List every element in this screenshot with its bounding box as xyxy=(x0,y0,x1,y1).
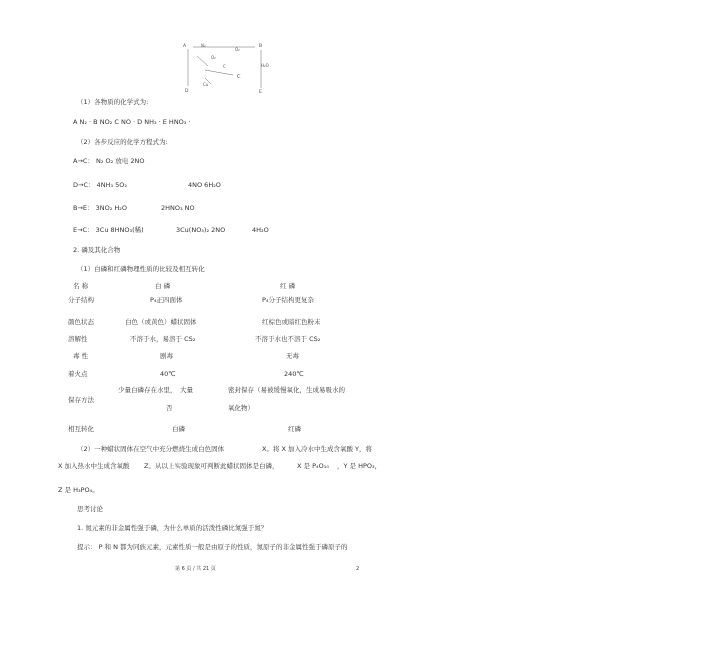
part2-heading: 2. 磷及其化合物 xyxy=(73,246,121,254)
table-cell: 相互转化 xyxy=(68,425,94,433)
diagram-arrow xyxy=(205,70,233,75)
table-cell: 保存方法 xyxy=(68,396,94,404)
think-title: 思考讨论 xyxy=(77,505,103,513)
table-cell: 毒 性 xyxy=(73,352,89,360)
table-cell: 不溶于水也不溶于 CS₂ xyxy=(255,335,321,343)
reaction-diagram xyxy=(175,38,275,98)
eq-e-c-mid: 3Cu(NO₃)₂ 2NO xyxy=(176,226,226,234)
q2-line2a: X 加入热水中生成含氧酸 xyxy=(58,462,130,470)
diagram-node-c: C xyxy=(237,74,241,80)
think-question: 1. 氮元素的非金属性强于磷，为什么单质的活泼性磷比氮强于氮？ xyxy=(77,524,268,532)
table-header-name: 名 称 xyxy=(73,282,89,290)
q2-line1a: （2）一种蜡状固体在空气中充分燃烧生成白色固体 xyxy=(77,445,225,453)
table-cell: P₄分子结构更复杂 xyxy=(262,296,315,304)
page-footer-number: 2 xyxy=(356,566,360,572)
table-header-red: 红 磷 xyxy=(280,282,296,290)
eq-d-c-right: 4NO 6H₂O xyxy=(188,181,221,189)
eq-b-e-left: B→E： 3NO₂ H₂O xyxy=(73,204,127,212)
diagram-node-b: B xyxy=(259,44,263,49)
q2-line2d: ，Y 是 HPO₃， xyxy=(337,462,382,470)
table-cell: 剧毒 xyxy=(160,352,173,360)
table-cell: 少量白磷存在水里， xyxy=(118,386,177,394)
table-cell: 红磷 xyxy=(288,425,301,433)
q2-line1c: Y，将 xyxy=(355,445,372,453)
table-cell: 不溶于水，易溶于 CS₂ xyxy=(130,335,196,343)
table-cell: 白色（或黄色）蜡状固体 xyxy=(125,318,197,326)
table-cell: 40℃ xyxy=(160,370,176,378)
part2-subheading: （1）白磷和红磷物理性质的比较及相互转化 xyxy=(77,265,205,273)
table-cell: 氧化物） xyxy=(228,404,254,412)
table-cell: 无毒 xyxy=(286,352,299,360)
diagram-label: O₂ xyxy=(235,47,240,52)
diagram-label: O₂ xyxy=(211,55,216,60)
q2-line1b: X。将 X 加入冷水中生成含氧酸 xyxy=(262,445,354,453)
table-header-white: 白 磷 xyxy=(155,282,171,290)
diagram-node-e: E xyxy=(259,90,262,95)
diagram-label: C xyxy=(223,64,226,69)
table-cell: 密封保存（易被缓慢氧化，生成易吸水的 xyxy=(228,386,345,394)
table-cell: P₄正四面体 xyxy=(150,296,183,304)
table-cell: 白磷 xyxy=(172,425,185,433)
q2-line3: Z 是 H₃PO₄。 xyxy=(58,486,99,494)
think-answer: 提示： P 和 N 都为同族元素，元素性质一般是由原子的性质，氮原子的非金属性强于磷原子的 xyxy=(77,543,348,551)
table-cell: 红棕色或暗红色粉末 xyxy=(262,318,321,326)
eq-e-c-left: E→C： 3Cu 8HNO₃(稀) xyxy=(73,226,144,234)
diagram-node-d: D xyxy=(185,89,189,94)
table-cell: 溶解性 xyxy=(68,335,88,343)
table-cell: 大量 xyxy=(180,386,193,394)
table-cell: 颜色状态 xyxy=(68,318,94,326)
s1-title: （1）各物质的化学式为: xyxy=(77,98,149,106)
diagram-label: H₂O xyxy=(261,63,269,68)
eq-d-c-left: D→C： 4NH₃ 5O₂ xyxy=(73,181,127,189)
page-footer: 第 6 页 / 共 21 页 xyxy=(175,566,216,572)
diagram-label: N₂ xyxy=(201,43,206,48)
eq-e-c-right: 4H₂O xyxy=(252,226,269,234)
table-cell: 分子结构 xyxy=(68,296,94,304)
eq-a-c: A→C： N₂ O₂ 放电 2NO xyxy=(73,157,145,165)
q2-line2b: Z。从以上实验现象可判断此蜡状固体是白磷， xyxy=(144,462,279,470)
s1-formulas: A N₂ · B NO₂ C NO · D NH₃ · E HNO₃ · xyxy=(73,118,191,126)
table-cell: 否 xyxy=(166,404,173,412)
diagram-node-a: A xyxy=(183,44,187,49)
table-cell: 着火点 xyxy=(68,370,88,378)
table-cell: 240℃ xyxy=(284,370,304,378)
diagram-label: Cu xyxy=(203,82,209,87)
s2-title: （2）各步反应的化学方程式为: xyxy=(77,138,168,146)
eq-b-e-right: 2HNO₃ NO xyxy=(161,204,195,212)
q2-line2c: X 是 P₄O₁₀ xyxy=(297,462,329,470)
diagram-arrow xyxy=(197,56,208,66)
